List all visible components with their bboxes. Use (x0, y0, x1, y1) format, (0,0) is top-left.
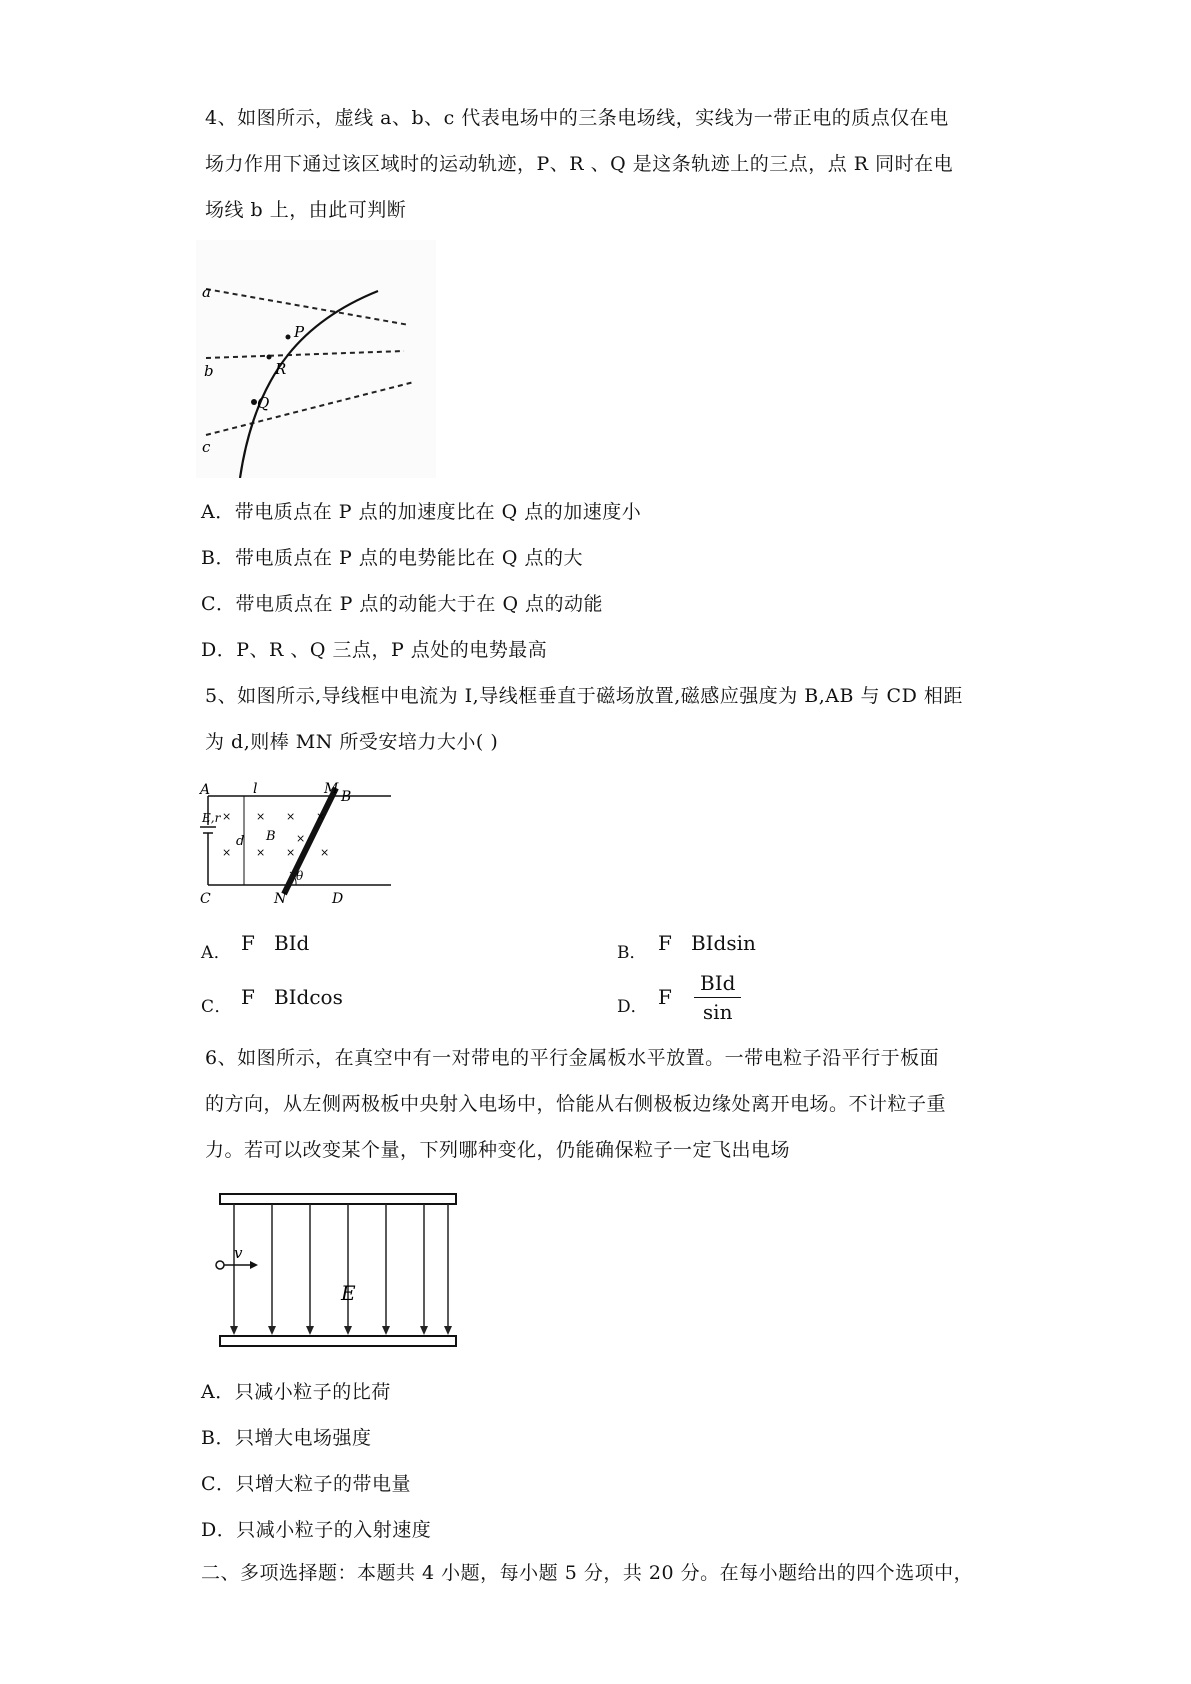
q5-option-b-formula: F BIdsin (658, 931, 756, 955)
bottom-plate (220, 1336, 456, 1346)
electric-field-trajectory-figure (196, 240, 436, 478)
label-N: N (274, 891, 287, 907)
label-l: l (253, 782, 258, 797)
q5-option-c-formula: F BIdcos (241, 985, 343, 1009)
label-r: R (275, 360, 287, 378)
q4-option-b: B．带电质点在 P 点的电势能比在 Q 点的大 (201, 547, 583, 569)
q5-option-d-fraction (694, 971, 741, 1024)
field-lines-E (234, 1204, 448, 1328)
svg-text:×: × (296, 832, 306, 845)
q5-option-a-formula: F BId (241, 931, 310, 955)
top-plate (220, 1194, 456, 1204)
q5-stem-line-2: 为 d,则棒 MN 所受安培力大小( ) (205, 731, 499, 753)
q5-option-d-f: F (658, 985, 672, 1009)
q5-option-b-label: B． (617, 943, 647, 963)
svg-text:×: × (222, 846, 232, 859)
svg-text:×: × (256, 846, 266, 859)
q4-option-d: D．P、R 、Q 三点，P 点处的电势最高 (201, 639, 548, 661)
label-b: b (204, 362, 214, 380)
fraction-numerator: BId (694, 971, 741, 998)
svg-text:×: × (222, 810, 232, 823)
q4-option-c: C．带电质点在 P 点的动能大于在 Q 点的动能 (201, 593, 604, 615)
q6-option-c: C．只增大粒子的带电量 (201, 1473, 412, 1495)
label-d: d (236, 834, 245, 849)
q5-option-c-label: C． (201, 997, 233, 1017)
q6-option-b: B．只增大电场强度 (201, 1427, 372, 1449)
q6-option-d: D．只减小粒子的入射速度 (201, 1519, 432, 1541)
label-a: a (202, 283, 211, 301)
point-p (286, 335, 291, 340)
label-emf: E,r (202, 811, 221, 825)
q5-stem-line-1: 5、如图所示,导线框中电流为 I,导线框垂直于磁场放置,磁感应强度为 B,AB 与 CD 相距 (205, 685, 963, 707)
point-r (267, 355, 272, 360)
svg-text:×: × (286, 846, 296, 859)
magnetic-rail-figure (196, 782, 396, 907)
q4-stem-line-1: 4、如图所示，虚线 a、b、c 代表电场中的三条电场线，实线为一带正电的质点仅在电 (205, 107, 949, 129)
svg-text:×: × (316, 810, 326, 823)
q5-option-d-label: D． (617, 997, 648, 1017)
parallel-plates-figure (212, 1188, 462, 1356)
svg-text:×: × (256, 810, 266, 823)
q6-stem-line-2: 的方向，从左侧两极板中央射入电场中，恰能从右侧极板边缘处离开电场。不计粒子重 (205, 1093, 947, 1115)
label-p: P (294, 323, 305, 341)
fraction-denominator: sin (702, 1000, 733, 1024)
q6-option-a: A．只减小粒子的比荷 (201, 1381, 391, 1403)
q4-stem-line-3: 场线 b 上，由此可判断 (205, 199, 407, 221)
label-C: C (200, 891, 211, 907)
label-M: M (324, 782, 339, 797)
rod-mn (284, 788, 336, 894)
label-A: A (200, 782, 211, 798)
particle (216, 1261, 224, 1269)
q6-stem-line-1: 6、如图所示，在真空中有一对带电的平行金属板水平放置。一带电粒子沿平行于板面 (205, 1047, 940, 1069)
q4-stem-line-2: 场力作用下通过该区域时的运动轨迹，P、R 、Q 是这条轨迹上的三点，点 R 同时在电 (205, 153, 954, 175)
q6-stem-line-3: 力。若可以改变某个量，下列哪种变化，仍能确保粒子一定飞出电场 (205, 1139, 791, 1161)
q5-option-a-label: A． (201, 943, 232, 963)
label-field-B: B (266, 829, 276, 844)
label-B: B (341, 789, 352, 805)
label-q: Q (257, 394, 270, 412)
label-E: E (341, 1281, 356, 1305)
label-v: v (234, 1244, 243, 1262)
svg-text:×: × (320, 846, 330, 859)
q4-option-a: A．带电质点在 P 点的加速度比在 Q 点的加速度小 (201, 501, 642, 523)
label-D: D (332, 891, 344, 907)
svg-text:×: × (286, 810, 296, 823)
section-2-heading: 二、多项选择题：本题共 4 小题，每小题 5 分，共 20 分。在每小题给出的四个选项中， (201, 1562, 974, 1584)
label-theta: θ (296, 869, 304, 883)
label-c: c (202, 438, 211, 456)
field-arrowheads (230, 1326, 452, 1335)
